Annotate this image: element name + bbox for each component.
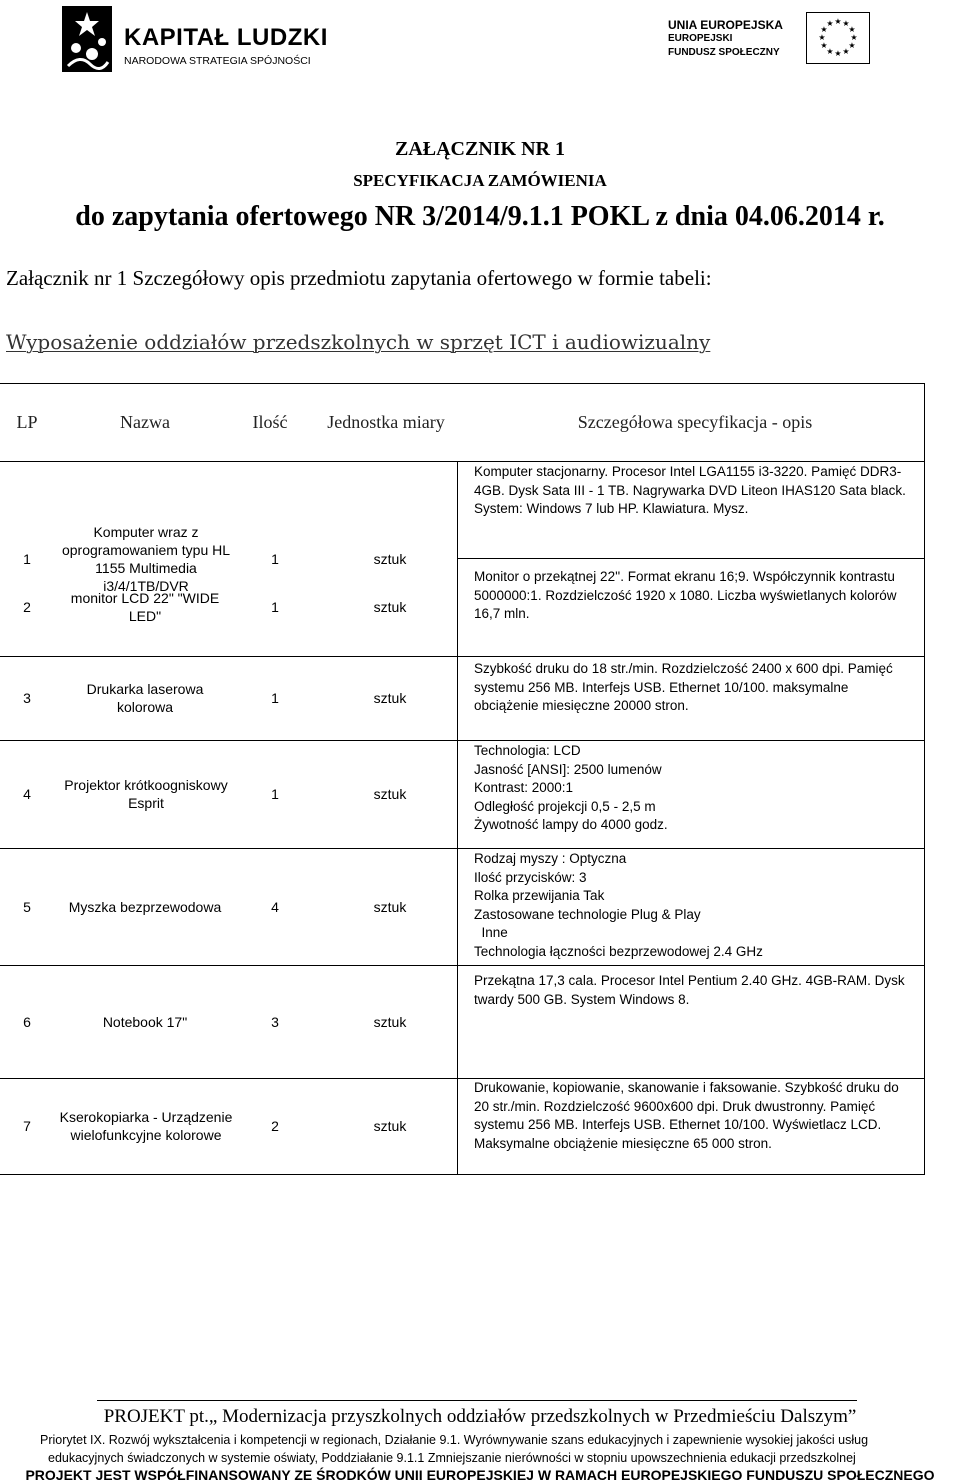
spec-line: Technologia: LCD xyxy=(474,743,581,758)
row-quantity: 4 xyxy=(271,898,279,915)
row-lp: 5 xyxy=(23,898,31,915)
row-unit: sztuk xyxy=(373,786,407,802)
specification-table xyxy=(0,383,925,1175)
row-specification xyxy=(474,568,897,624)
section-heading: Wyposażenie oddziałów przedszkolnych w sprzęt ICT i audiowizualny xyxy=(6,330,711,354)
row-name: Notebook 17" xyxy=(102,1013,188,1030)
footer-priority-line xyxy=(40,1433,868,1447)
row-specification xyxy=(474,463,906,519)
row-divider xyxy=(457,558,925,559)
row-quantity: 1 xyxy=(271,599,279,615)
spec-line: 4GB. Dysk Sata III - 1 TB. Nagrywarka DVD Liteon IHAS120 Sata black. xyxy=(474,482,906,498)
row-specification xyxy=(474,660,893,716)
spec-line: Rodzaj myszy : Optyczna xyxy=(474,851,627,866)
kapital-ludzki-subtitle: NARODOWA STRATEGIA SPÓJNOŚCI xyxy=(124,55,311,67)
row-quantity: 2 xyxy=(271,1118,279,1134)
spec-line: Rolka przewijania Tak xyxy=(474,888,605,903)
detail-description: Załącznik nr 1 Szczegółowy opis przedmiotu zapytania ofertowego w formie tabeli: xyxy=(6,266,712,290)
spec-line: Żywotność lampy do 4000 godz. xyxy=(474,817,668,832)
row-unit: sztuk xyxy=(373,1013,407,1030)
table-border-bottom xyxy=(0,1174,925,1175)
spec-line: systemu 256 MB. Interfejs USB. Ethernet 10/100. Wyświetlacz LCD. xyxy=(474,1117,882,1132)
row-lp: 1 xyxy=(23,550,31,567)
spec-line: 16,7 mln. xyxy=(474,606,530,621)
row-unit: sztuk xyxy=(373,1118,407,1134)
spec-column-divider xyxy=(457,461,458,1175)
spec-line: Odległość projekcji 0,5 - 2,5 m xyxy=(474,798,656,814)
row-name: Projektor krótkoogniskowy Esprit xyxy=(64,777,228,811)
header-unit: Jednostka miary xyxy=(327,412,445,432)
table-border-right xyxy=(924,383,925,1175)
svg-text:★: ★ xyxy=(834,17,842,26)
spec-line: Inne xyxy=(474,925,508,940)
row-lp: 3 xyxy=(23,690,31,706)
footer-project-title: PROJEKT pt.„ Modernizacja przyszkolnych oddziałów przedszkolnych w Przedmieściu Dalszym” xyxy=(103,1406,857,1427)
row-lp: 4 xyxy=(23,786,31,802)
row-lp: 7 xyxy=(23,1118,31,1134)
svg-text:★: ★ xyxy=(820,41,828,50)
svg-text:★: ★ xyxy=(842,19,850,28)
annex-title: ZAŁĄCZNIK NR 1 xyxy=(394,138,566,160)
spec-line: twardy 500 GB. System Windows 8. xyxy=(474,991,690,1007)
row-quantity: 1 xyxy=(271,690,279,706)
footer-divider xyxy=(97,1400,857,1401)
spec-line: Maksymalne obciążenie miesięczne 65 000 stron. xyxy=(474,1135,772,1151)
row-name: monitor LCD 22" "WIDE LED" xyxy=(70,590,220,624)
kapital-ludzki-emblem-icon xyxy=(62,6,112,72)
spec-line: Kontrast: 2000:1 xyxy=(474,780,574,795)
header-quantity: Ilość xyxy=(252,412,288,432)
svg-text:★: ★ xyxy=(834,49,842,58)
header-lp: LP xyxy=(16,412,38,432)
spec-line: System: Windows 7 lub HP. Klawiatura. Mysz. xyxy=(474,501,749,516)
specification-title: SPECYFIKACJA ZAMÓWIENIA xyxy=(353,171,607,190)
spec-line: Przekątna 17,3 cala. Procesor Intel Pentium 2.40 GHz. 4GB-RAM. Dysk xyxy=(474,973,905,988)
spec-line: Drukowanie, kopiowanie, skanowanie i faksowanie. Szybkość druku do xyxy=(474,1080,899,1095)
spec-line: obciążenie miesięczne 20000 stron. xyxy=(474,698,689,713)
svg-text:★: ★ xyxy=(848,41,856,50)
svg-text:★: ★ xyxy=(842,47,850,56)
header-name: Nazwa xyxy=(120,412,170,432)
eu-logo xyxy=(668,12,938,72)
row-specification xyxy=(474,850,763,961)
row-unit: sztuk xyxy=(373,550,407,567)
kapital-ludzki-logo xyxy=(62,6,328,78)
footer-cofinancing-note: PROJEKT JEST WSPÓŁFINANSOWANY ZE ŚRODKÓW UNII EUROPEJSKIEJ W RAMACH EUROPEJSKIEGO FUNDUSZU SPOŁECZNEGO xyxy=(25,1467,935,1483)
spec-line: Monitor o przekątnej 22''. Format ekranu 16;9. Współczynnik kontrastu xyxy=(474,569,895,584)
footer-subaction-line: edukacyjnych świadczonych w systemie oświaty, Poddziałanie 9.1.1 Zmniejszanie nierówności w stopniu upowszechnienia edukacji przedszkolnej xyxy=(48,1451,856,1465)
spec-line: 5000000:1. Rozdzielczość 1920 x 1080. Liczba wyświetlanych kolorów xyxy=(474,587,897,603)
spec-line: 20 str./min. Rozdzielczość 9600x600 dpi. Druk dwustronny. Pamięć xyxy=(474,1098,876,1114)
row-quantity: 1 xyxy=(271,786,279,802)
spec-line: Zastosowane technologie Plug & Play xyxy=(474,906,701,922)
row-name: Komputer wraz z oprogramowaniem typu HL 1155 Multimedia i3/4/1TB/DVR xyxy=(61,523,231,594)
svg-text:★: ★ xyxy=(826,47,834,56)
inquiry-title: do zapytania ofertowego NR 3/2014/9.1.1 POKL z dnia 04.06.2014 r. xyxy=(75,201,885,232)
spec-line: Komputer stacjonarny. Procesor Intel LGA1155 i3-3220. Pamięć DDR3- xyxy=(474,464,902,479)
row-specification xyxy=(474,742,668,835)
header-specification: Szczegółowa specyfikacja - opis xyxy=(577,412,813,432)
svg-text:★: ★ xyxy=(818,33,826,42)
row-specification xyxy=(474,1079,899,1153)
row-unit: sztuk xyxy=(373,599,407,615)
svg-text:★: ★ xyxy=(826,19,834,28)
row-specification xyxy=(474,972,905,1009)
spec-line: Szybkość druku do 18 str./min. Rozdzielczość 2400 x 600 dpi. Pamięć xyxy=(474,661,893,676)
row-lp: 2 xyxy=(23,599,31,615)
row-lp: 6 xyxy=(23,1013,31,1030)
footer-priority-text: Rozwój wykształcenia i kompetencji w regionach, Działanie 9.1. Wyrównywanie szans edukacyjnych i zapewnienie wysokiej jakości usług xyxy=(108,1433,869,1447)
kapital-ludzki-title: KAPITAŁ LUDZKI xyxy=(124,24,328,51)
spec-line: systemu 256 MB. Interfejs USB. Ethernet 10/100. maksymalne xyxy=(474,679,849,695)
row-quantity: 1 xyxy=(271,550,279,567)
svg-text:★: ★ xyxy=(848,25,856,34)
row-name: Drukarka laserowa kolorowa xyxy=(86,681,204,715)
row-unit: sztuk xyxy=(373,898,407,915)
row-quantity: 3 xyxy=(271,1013,279,1030)
footer-priority-label: Priorytet IX. xyxy=(40,1433,106,1447)
row-name: Kserokopiarka - Urządzenie wielofunkcyjne kolorowe xyxy=(59,1109,233,1143)
spec-line: Technologia łączności bezprzewodowej 2.4 GHz xyxy=(474,943,763,959)
row-name: Myszka bezprzewodowa xyxy=(68,898,222,915)
svg-text:★: ★ xyxy=(820,25,828,34)
eu-line-3: FUNDUSZ SPOŁECZNY xyxy=(668,47,780,58)
spec-line: Jasność [ANSI]: 2500 lumenów xyxy=(474,761,662,777)
eu-logo-text xyxy=(668,18,783,60)
svg-text:★: ★ xyxy=(850,33,858,42)
row-unit: sztuk xyxy=(373,690,407,706)
eu-flag-icon xyxy=(806,12,870,64)
eu-line-1: UNIA EUROPEJSKA xyxy=(668,18,783,32)
spec-line: Ilość przycisków: 3 xyxy=(474,869,587,885)
eu-line-2: EUROPEJSKI xyxy=(668,33,733,44)
